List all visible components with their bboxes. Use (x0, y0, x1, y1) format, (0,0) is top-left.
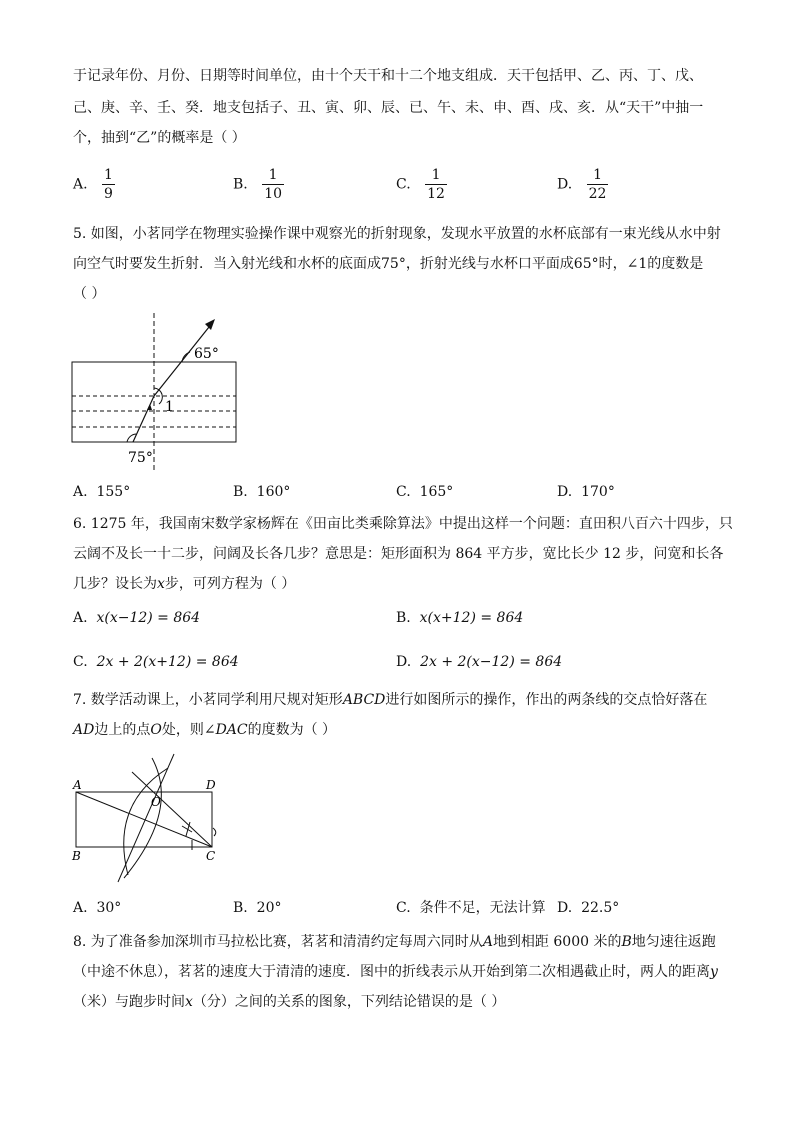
arc-mark-3 (213, 828, 216, 836)
q6-line-2: 云阔不及长一十二步，问阔及长各几步？意思是：矩形面积为 864 平方步，宽比长少 12 步，问宽和长各 (73, 546, 724, 562)
fraction: $\frac{1}{12}$ (427, 167, 445, 202)
q8-line-3: （米）与跑步时间x（分）之间的关系的图象，下列结论错误的是（ ） (73, 994, 506, 1010)
arc-right (124, 758, 161, 878)
q5-line-2: 向空气时要发生折射．当入射光线和水杯的底面成75°，折射光线与水杯口平面成65°时，∠1的度数是 (73, 256, 704, 272)
q7-option-d[interactable]: D. 22.5° (557, 900, 620, 916)
incident-ray (133, 396, 154, 442)
q6-option-a[interactable]: A. x(x−12) = 864 (73, 610, 201, 626)
q4-option-d[interactable] (557, 166, 608, 203)
q6-option-d[interactable]: D. 2x + 2(x−12) = 864 (396, 654, 563, 670)
q5-option-d[interactable]: D. 170° (557, 484, 615, 500)
q7-option-a[interactable]: A. 30° (73, 900, 122, 916)
vertex-b-label: B (72, 849, 81, 863)
fraction: $\frac{1}{22}$ (588, 167, 607, 202)
vertex-a-label: A (73, 778, 82, 792)
option-label: D. (557, 176, 573, 193)
q7-line-1: 7. 数学活动课上，小茗同学利用尺规对矩形ABCD进行如图所示的操作，作出的两条线的交点恰好落在 (73, 692, 708, 708)
q5-refraction-figure (70, 310, 242, 475)
refracted-arrow-icon (205, 319, 215, 330)
q7-line-2: AD边上的点O处，则∠DAC的度数为（ ） (73, 722, 337, 738)
q6-option-b[interactable]: B. x(x+12) = 864 (396, 610, 524, 626)
option-label: B. (233, 176, 248, 193)
q8-line-2: （中途不休息），茗茗的速度大于清清的速度．图中的折线表示从开始到第二次相遇截止时，两人的距离y (73, 964, 718, 980)
q4-option-c[interactable] (396, 166, 447, 203)
perpendicular-bisector (118, 754, 174, 882)
fraction: $\frac{1}{10}$ (264, 167, 283, 202)
vertex-c-label: C (206, 849, 216, 863)
q6-line-3: 几步？设长为x步，可列方程为（ ） (73, 576, 296, 592)
point-o-label: O (151, 795, 161, 809)
q6-line-1: 6. 1275 年，我国南宋数学家杨辉在《田亩比类乘除算法》中提出这样一个问题：直田积八百六十四步，只 (73, 516, 733, 532)
q4-option-b[interactable] (233, 166, 284, 203)
q7-option-c[interactable]: C. 条件不足，无法计算 (396, 900, 546, 916)
q5-option-b[interactable]: B. 160° (233, 484, 291, 500)
q4-line-3: 个，抽到“乙”的概率是（ ） (73, 130, 246, 146)
angle-75-label: 75° (128, 450, 153, 466)
q4-option-a[interactable] (73, 166, 115, 203)
angle-65-label: 65° (194, 346, 219, 362)
option-label: A. (73, 176, 88, 193)
q5-line-1: 5. 如图，小茗同学在物理实验操作课中观察光的折射现象，发现水平放置的水杯底部有一束光线从水中射 (73, 226, 721, 242)
option-label: C. (396, 176, 411, 193)
angle-bisector (132, 772, 212, 847)
q5-line-3: （ ） (73, 286, 106, 302)
q5-option-c[interactable]: C. 165° (396, 484, 454, 500)
q6-option-c[interactable]: C. 2x + 2(x+12) = 864 (73, 654, 239, 670)
q5-option-a[interactable]: A. 155° (73, 484, 131, 500)
angle-65-arc (182, 352, 190, 362)
q7-rectangle-figure (70, 750, 230, 886)
diagonal-ac (76, 792, 212, 847)
fraction: $\frac{1}{9}$ (104, 167, 113, 202)
q7-option-b[interactable]: B. 20° (233, 900, 282, 916)
angle-1-label: 1 (165, 399, 174, 415)
q4-line-2: 己、庚、辛、壬、癸．地支包括子、丑、寅、卯、辰、已、午、未、申、酉、戌、亥．从“天干”中抽一 (73, 100, 704, 116)
vertex-d-label: D (206, 778, 216, 792)
q4-line-1: 于记录年份、月份、日期等时间单位，由十个天干和十二个地支组成．天干包括甲、乙、丙、丁、戊、 (73, 68, 703, 84)
q8-line-1: 8. 为了准备参加深圳市马拉松比赛，茗茗和清清约定每周六同时从A地到相距 6000 米的B地匀速往返跑 (73, 934, 716, 950)
